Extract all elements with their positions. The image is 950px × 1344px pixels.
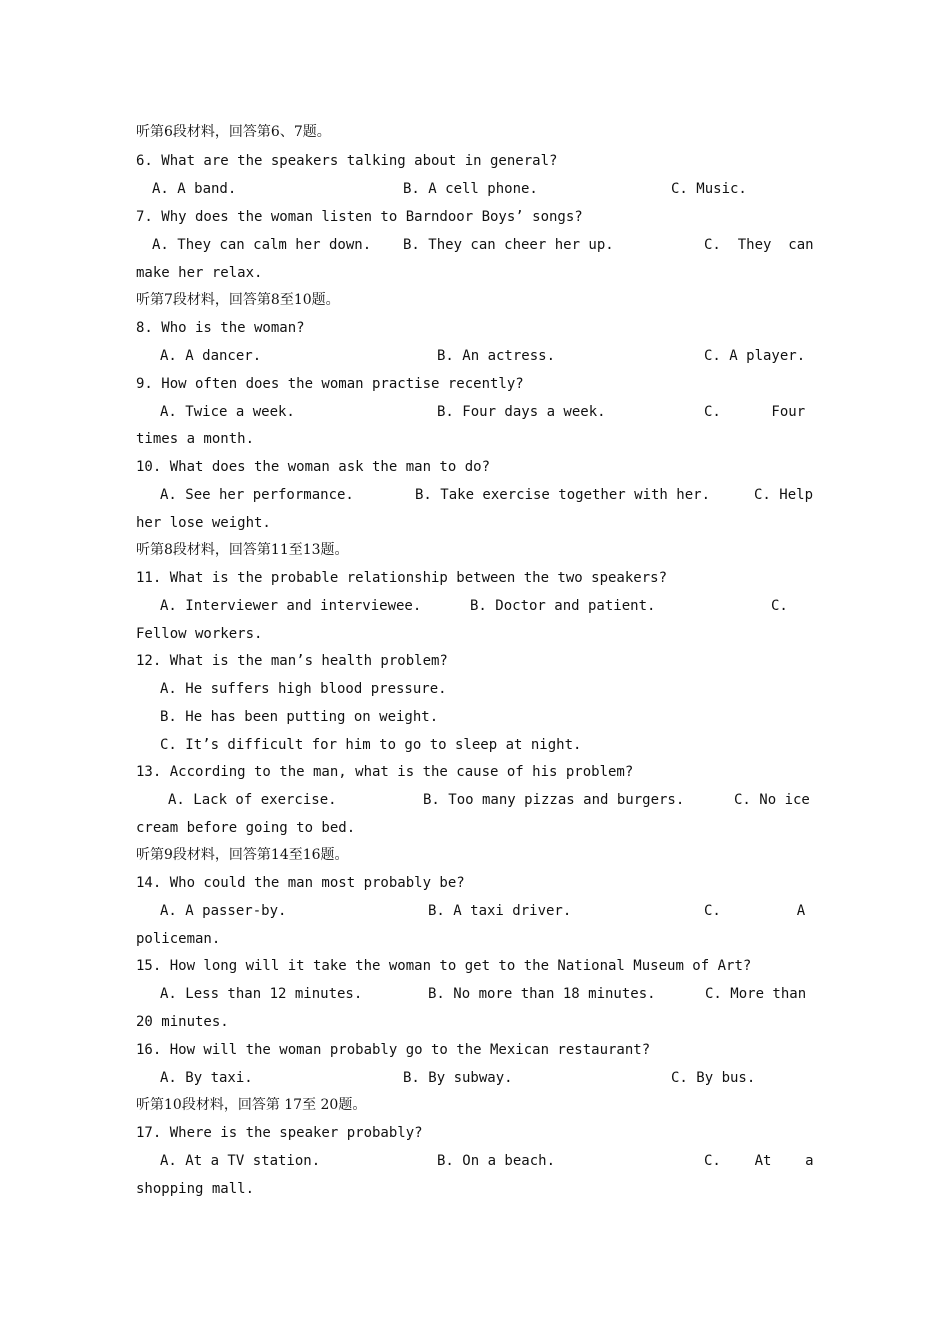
option-a: A. A band. [152,181,237,197]
option-b: B. Take exercise together with her. [415,487,711,503]
option-b: B. They can cheer her up. [403,237,614,253]
option-b: B. By subway. [403,1070,513,1086]
option-row [136,786,816,814]
option-a: A. Lack of exercise. [168,792,337,808]
option-c: C. At a [704,1153,814,1169]
option-a: A. Interviewer and interviewee. [160,598,422,614]
option-c: C. It’s difficult for him to go to sleep at night. [160,737,582,753]
option-b: B. A cell phone. [403,181,538,197]
option-row [136,1147,816,1175]
option-continuation: times a month. [136,431,255,447]
option-row [136,398,816,426]
option-continuation: her lose weight. [136,515,271,531]
option-a: A. A dancer. [160,348,262,364]
option-b: B. No more than 18 minutes. [428,986,656,1002]
question-stem: 8. Who is the woman? [136,320,305,336]
option-line [136,731,816,759]
option-c: C. Four [704,404,806,420]
option-c: C. Music. [671,181,747,197]
option-row [136,592,816,620]
option-a: A. Less than 12 minutes. [160,986,363,1002]
option-continuation: policeman. [136,931,221,947]
option-b: B. On a beach. [437,1153,556,1169]
option-c: C. [771,598,788,614]
question-stem: 15. How long will it take the woman to get to the National Museum of Art? [136,958,752,974]
question-stem: 10. What does the woman ask the man to do? [136,459,491,475]
option-row [136,481,816,509]
option-b: B. Too many pizzas and burgers. [423,792,685,808]
section-heading: 听第8段材料，回答第11至13题。 [136,542,349,558]
question-stem: 12. What is the man’s health problem? [136,653,448,669]
option-c: C. A [704,903,806,919]
question-stem: 17. Where is the speaker probably? [136,1125,423,1141]
option-c: C. A player. [704,348,806,364]
option-a: A. See her performance. [160,487,354,503]
question-stem: 6. What are the speakers talking about in general? [136,153,558,169]
option-row [136,175,816,203]
option-line [136,703,816,731]
question-stem: 7. Why does the woman listen to Barndoor Boys’ songs? [136,209,583,225]
question-stem: 16. How will the woman probably go to the Mexican restaurant? [136,1042,651,1058]
option-continuation: make her relax. [136,265,263,281]
option-c: C. Help [754,487,814,503]
option-line [136,675,816,703]
option-row [136,1064,816,1092]
option-a: A. By taxi. [160,1070,253,1086]
option-b: B. Doctor and patient. [470,598,656,614]
option-a: A. Twice a week. [160,404,295,420]
option-b: B. He has been putting on weight. [160,709,439,725]
section-heading: 听第9段材料，回答第14至16题。 [136,847,349,863]
option-a: A. At a TV station. [160,1153,321,1169]
option-a: A. They can calm her down. [152,237,372,253]
option-row [136,342,816,370]
option-c: C. By bus. [671,1070,756,1086]
section-heading: 听第7段材料，回答第8至10题。 [136,292,340,308]
option-a: A. A passer-by. [160,903,287,919]
option-c: C. They can [704,237,814,253]
option-c: C. More than [705,986,807,1002]
question-stem: 14. Who could the man most probably be? [136,875,465,891]
option-continuation: shopping mall. [136,1181,255,1197]
option-row [136,897,816,925]
option-row [136,980,816,1008]
section-heading: 听第10段材料，回答第 17至 20题。 [136,1097,367,1113]
option-continuation: Fellow workers. [136,626,263,642]
option-b: B. Four days a week. [437,404,606,420]
section-heading: 听第6段材料，回答第6、7题。 [136,124,331,140]
option-b: B. A taxi driver. [428,903,572,919]
option-continuation: 20 minutes. [136,1014,229,1030]
question-stem: 11. What is the probable relationship between the two speakers? [136,570,668,586]
option-row [136,231,816,259]
option-c: C. No ice [734,792,810,808]
option-b: B. An actress. [437,348,556,364]
question-stem: 13. According to the man, what is the cause of his problem? [136,764,634,780]
question-stem: 9. How often does the woman practise recently? [136,376,524,392]
option-a: A. He suffers high blood pressure. [160,681,447,697]
option-continuation: cream before going to bed. [136,820,356,836]
